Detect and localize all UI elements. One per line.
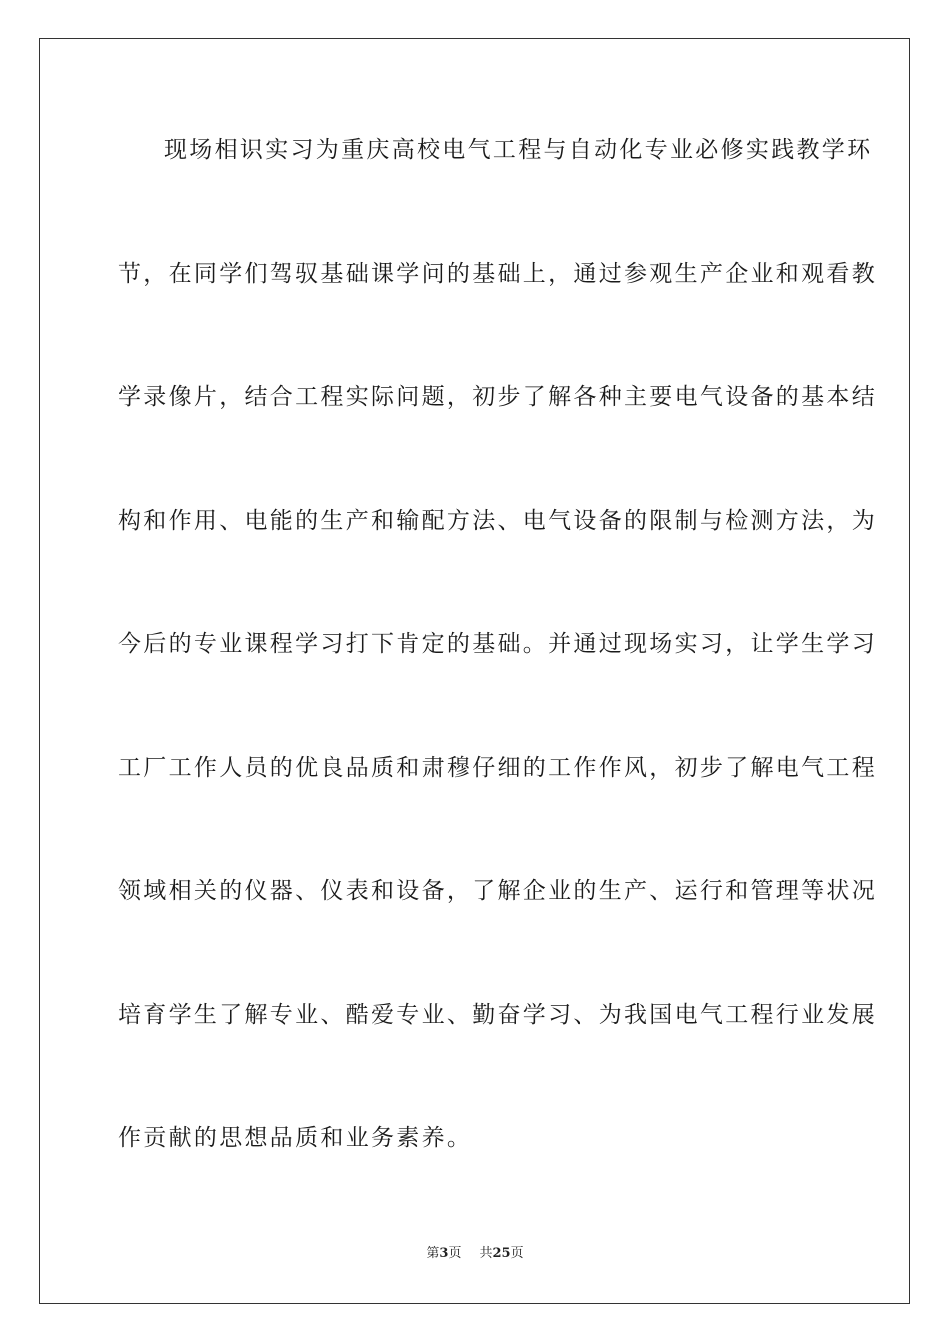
- paragraph-line-6: 工厂工作人员的优良品质和肃穆仔细的工作作风，初步了解电气工程: [118, 754, 877, 781]
- paragraph-line-3: 学录像片，结合工程实际问题，初步了解各种主要电气设备的基本结: [118, 384, 877, 410]
- total-prefix: 共: [479, 1246, 493, 1261]
- body-paragraph: [118, 128, 877, 1240]
- paragraph-line-5: 今后的专业课程学习打下肯定的基础。并通过现场实习，让学生学习: [118, 631, 877, 657]
- paragraph-line-7: 领域相关的仪器、仪表和设备，了解企业的生产、运行和管理等状况: [118, 878, 877, 904]
- page-suffix: 页: [448, 1246, 462, 1261]
- paragraph-line-1: 现场相识实习为重庆高校电气工程与自动化专业必修实践教学环: [164, 137, 873, 163]
- page-footer: [0, 1245, 950, 1263]
- paragraph-line-4: 构和作用、电能的生产和输配方法、电气设备的限制与检测方法，为: [118, 507, 877, 534]
- page-prefix: 第: [426, 1246, 440, 1261]
- paragraph-line-8: 培育学生了解专业、酷爱专业、勤奋学习、为我国电气工程行业发展: [118, 1001, 877, 1028]
- paragraph-line-2: 节，在同学们驾驭基础课学问的基础上，通过参观生产企业和观看教: [118, 260, 877, 287]
- total-suffix: 页: [510, 1246, 524, 1261]
- total-pages: 25: [492, 1246, 511, 1261]
- paragraph-line-9: 作贡献的思想品质和业务素养。: [118, 1125, 473, 1151]
- page-number: 3: [439, 1246, 449, 1261]
